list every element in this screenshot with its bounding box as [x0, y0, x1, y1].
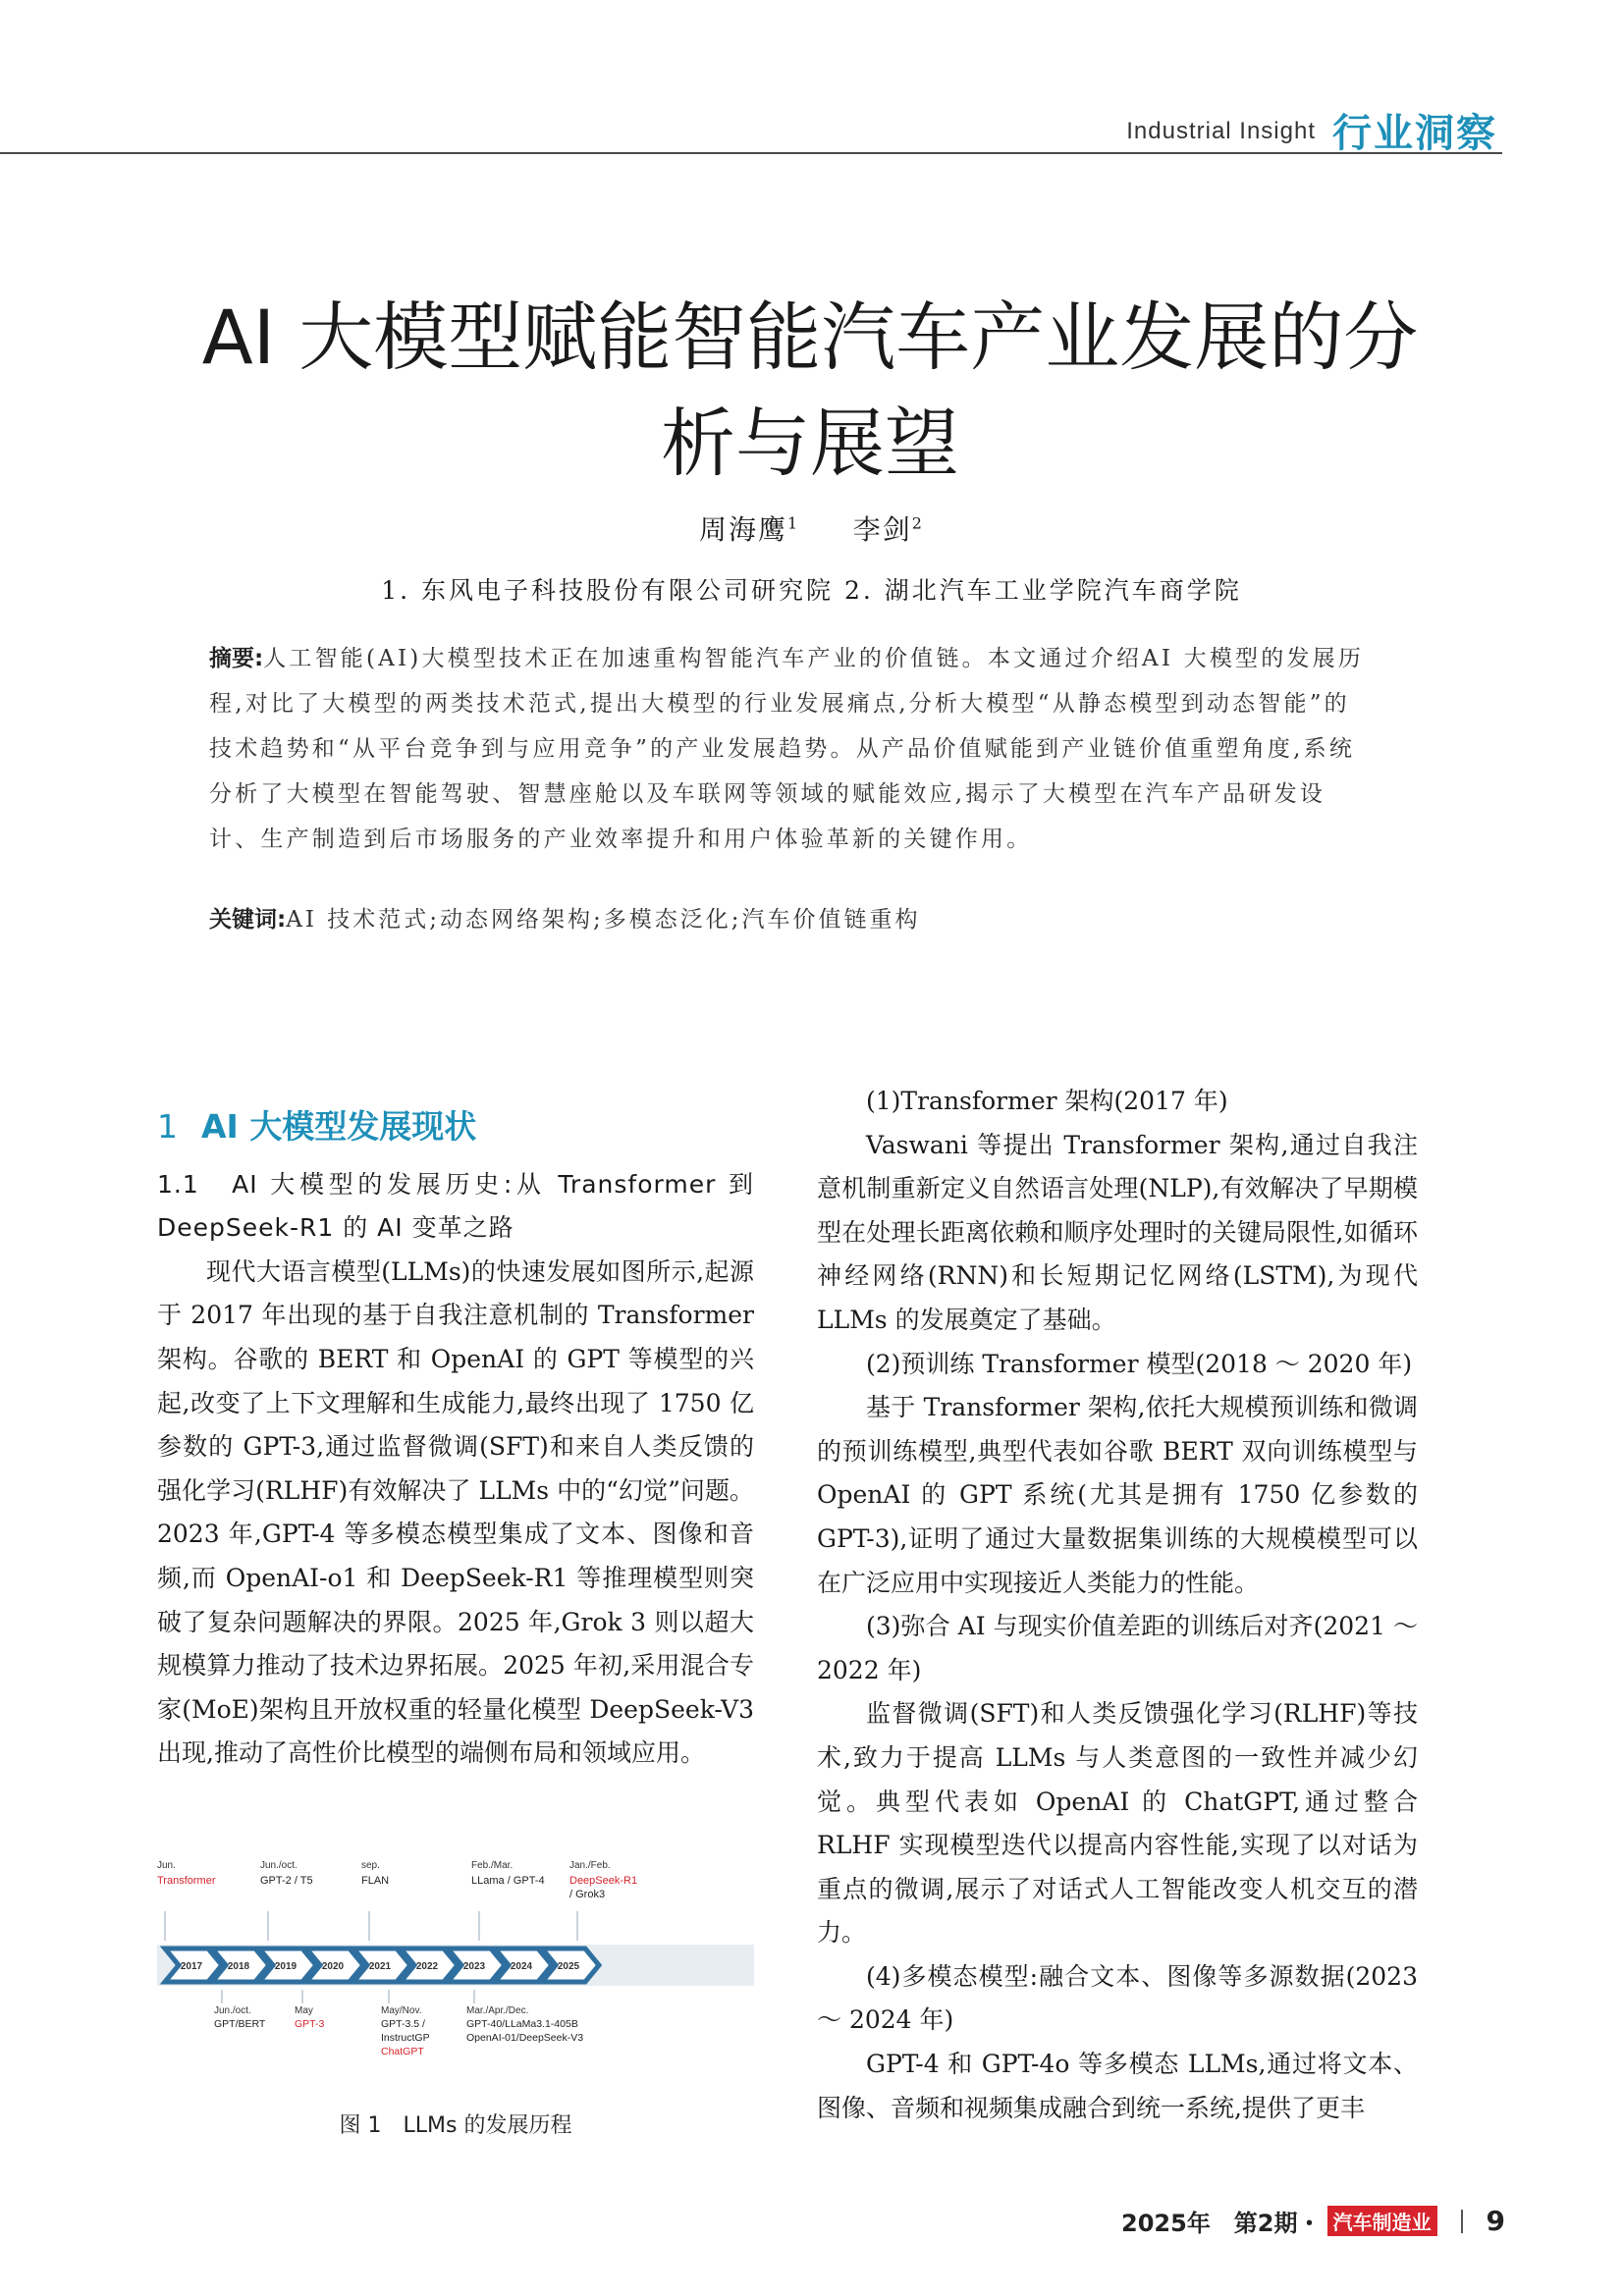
milestone-model: LLama / GPT-4	[471, 1875, 545, 1887]
keywords-label: 关键词:	[209, 907, 287, 933]
timeline-year-label: 2019	[274, 1961, 298, 1972]
footer-divider	[1461, 2210, 1463, 2233]
right-column	[817, 1080, 1418, 2130]
paragraph: 监督微调(SFT)和人类反馈强化学习(RLHF)等技术,致力于提高 LLMs 与人类意图的一致性并减少幻觉。典型代表如 OpenAI 的 ChatGPT,通过整合 RLHF 实现模型迭代以提高内容性能,实现了以对话为重点的微调,展示了对话式人工智能改变人机交互的潜力。	[817, 1699, 1418, 1948]
paragraph: 现代大语言模型(LLMs)的快速发展如图所示,起源于 2017 年出现的基于自我注意机制的 Transformer 架构。谷歌的 BERT 和 OpenAI 的 GPT 等模型的兴起,改变了上下文理解和生成能力,最终出现了 1750 亿参数的 GPT-3,通过监督微调(SFT)和来自人类反馈的强化学习(RLHF)有效解决了 LLMs 中的“幻觉”问题。2023 年,GPT-4 等多模态模型集成了文本、图像和音频,而 OpenAI-o1 和 DeepSeek-R1 等推理模型则突破了复杂问题解决的界限。2025 年,Grok 3 则以超大规模算力推动了技术边界拓展。2025 年初,采用混合专家(MoE)架构且开放权重的轻量化模型 DeepSeek-V3 出现,推动了高性价比模型的端侧布局和领域应用。	[157, 1256, 754, 1768]
milestone-model: GPT-3	[295, 2018, 325, 2030]
milestone-model: OpenAI-01/DeepSeek-V3	[466, 2032, 584, 2044]
section-label-en: Industrial Insight	[1126, 118, 1316, 144]
author-affil-mark: 2	[911, 513, 924, 533]
header-rule	[0, 152, 1502, 154]
subsection-title: (1)Transformer 架构(2017 年)	[866, 1087, 1228, 1115]
timeline-svg	[157, 1850, 754, 2096]
milestone-date: Jun./oct.	[260, 1860, 298, 1871]
milestone-model: FLAN	[361, 1875, 390, 1887]
subsection-title: (3)弥合 AI 与现实价值差距的训练后对齐(2021 ～ 2022 年)	[817, 1612, 1418, 1684]
section-number: 1	[157, 1107, 178, 1146]
timeline-year-label: 2017	[180, 1961, 203, 1972]
issue-info: 2025年 第2期・	[1121, 2210, 1322, 2237]
milestone-date: Mar./Apr./Dec.	[466, 2005, 529, 2016]
milestone-date: Jun.	[157, 1860, 176, 1871]
subsection-heading: 1.1 AI 大模型的发展历史:从 Transformer 到 DeepSeek-R1 的 AI 变革之路	[157, 1169, 754, 1243]
author-name: 李剑	[852, 513, 912, 546]
title-line-2: 析与展望	[661, 400, 959, 487]
subsection-title: (4)多模态模型:融合文本、图像等多源数据(2023 ～ 2024 年)	[817, 1961, 1418, 2035]
milestone-model: GPT-2 / T5	[260, 1875, 313, 1887]
milestone-model: Transformer	[157, 1875, 216, 1887]
milestone-model: GPT-40/LLaMa3.1-405B	[466, 2018, 578, 2030]
milestone-model: ChatGPT	[381, 2046, 424, 2057]
milestone-date: Jun./oct.	[214, 2005, 251, 2016]
abstract	[209, 636, 1368, 862]
milestone-date: May/Nov.	[381, 2005, 422, 2016]
milestone-model: DeepSeek-R1	[569, 1875, 638, 1887]
subsection-title: (2)预训练 Transformer 模型(2018 ～ 2020 年)	[866, 1349, 1413, 1378]
paragraph: 基于 Transformer 架构,依托大规模预训练和微调的预训练模型,典型代表如谷歌 BERT 双向训练模型与 OpenAI 的 GPT 系统(尤其是拥有 1750 亿参数的 GPT-3),证明了通过大量数据集训练的大规模模型可以在广泛应用中实现接近人类能力的性能。	[817, 1393, 1418, 1597]
magazine-logo: 汽车制造业	[1327, 2206, 1437, 2236]
page-number: 9	[1486, 2205, 1505, 2237]
page-footer	[1121, 2204, 1505, 2238]
timeline-year-label: 2022	[415, 1961, 439, 1972]
milestone-date: sep.	[361, 1860, 380, 1871]
author-name: 周海鹰	[699, 513, 788, 546]
authors	[0, 508, 1623, 548]
milestone-model: GPT/BERT	[214, 2018, 266, 2030]
milestone-date: May	[295, 2005, 313, 2016]
milestone-model: InstructGP	[381, 2032, 430, 2044]
keywords	[209, 901, 1368, 934]
paragraph: GPT-4 和 GPT-4o 等多模态 LLMs,通过将文本、图像、音频和视频集成融合到统一系统,提供了更丰	[817, 2050, 1418, 2122]
section-title: AI 大模型发展现状	[201, 1107, 477, 1146]
left-column	[157, 1080, 754, 1776]
author-affil-mark: 1	[787, 513, 800, 533]
milestone-model: GPT-3.5 /	[381, 2018, 425, 2030]
timeline-year-label: 2023	[462, 1961, 486, 1972]
section-label-cn: 行业洞察	[1332, 111, 1497, 156]
section-heading	[157, 1105, 754, 1149]
title-line-1: AI 大模型赋能智能汽车产业发展的分	[201, 294, 1419, 381]
milestone-date: Feb./Mar.	[471, 1860, 514, 1871]
timeline-year-label: 2021	[368, 1961, 392, 1972]
keywords-text: AI 技术范式;动态网络架构;多模态泛化;汽车价值链重构	[286, 907, 921, 933]
article-title	[137, 285, 1483, 497]
timeline-year-label: 2024	[510, 1961, 533, 1972]
figure-caption: 图 1 LLMs 的发展历程	[339, 2113, 572, 2138]
timeline-year-label: 2020	[321, 1961, 345, 1972]
abstract-text: 人工智能(AI)大模型技术正在加速重构智能汽车产业的价值链。本文通过介绍AI 大模型的发展历程,对比了大模型的两类技术范式,提出大模型的行业发展痛点,分析大模型“从静态模型到动态智能”的技术趋势和“从平台竞争到与应用竞争”的产业发展趋势。从产品价值赋能到产业链价值重塑角度,系统分析了大模型在智能驾驶、智慧座舱以及车联网等领域的赋能效应,揭示了大模型在汽车产品研发设计、生产制造到后市场服务的产业效率提升和用户体验革新的关键作用。	[209, 646, 1365, 852]
milestone-date: Jan./Feb.	[569, 1860, 611, 1871]
milestone-model: / Grok3	[569, 1889, 606, 1900]
affiliations: 1. 东风电子科技股份有限公司研究院 2. 湖北汽车工业学院汽车商学院	[381, 576, 1242, 605]
timeline-figure	[157, 1850, 754, 2096]
abstract-label: 摘要:	[209, 646, 264, 671]
timeline-year-label: 2018	[227, 1961, 250, 1972]
timeline-year-label: 2025	[557, 1961, 580, 1972]
paragraph: Vaswani 等提出 Transformer 架构,通过自我注意机制重新定义自然语言处理(NLP),有效解决了早期模型在处理长距离依赖和顺序处理时的关键局限性,如循环神经网络(RNN)和长短期记忆网络(LSTM),为现代 LLMs 的发展奠定了基础。	[817, 1130, 1418, 1334]
